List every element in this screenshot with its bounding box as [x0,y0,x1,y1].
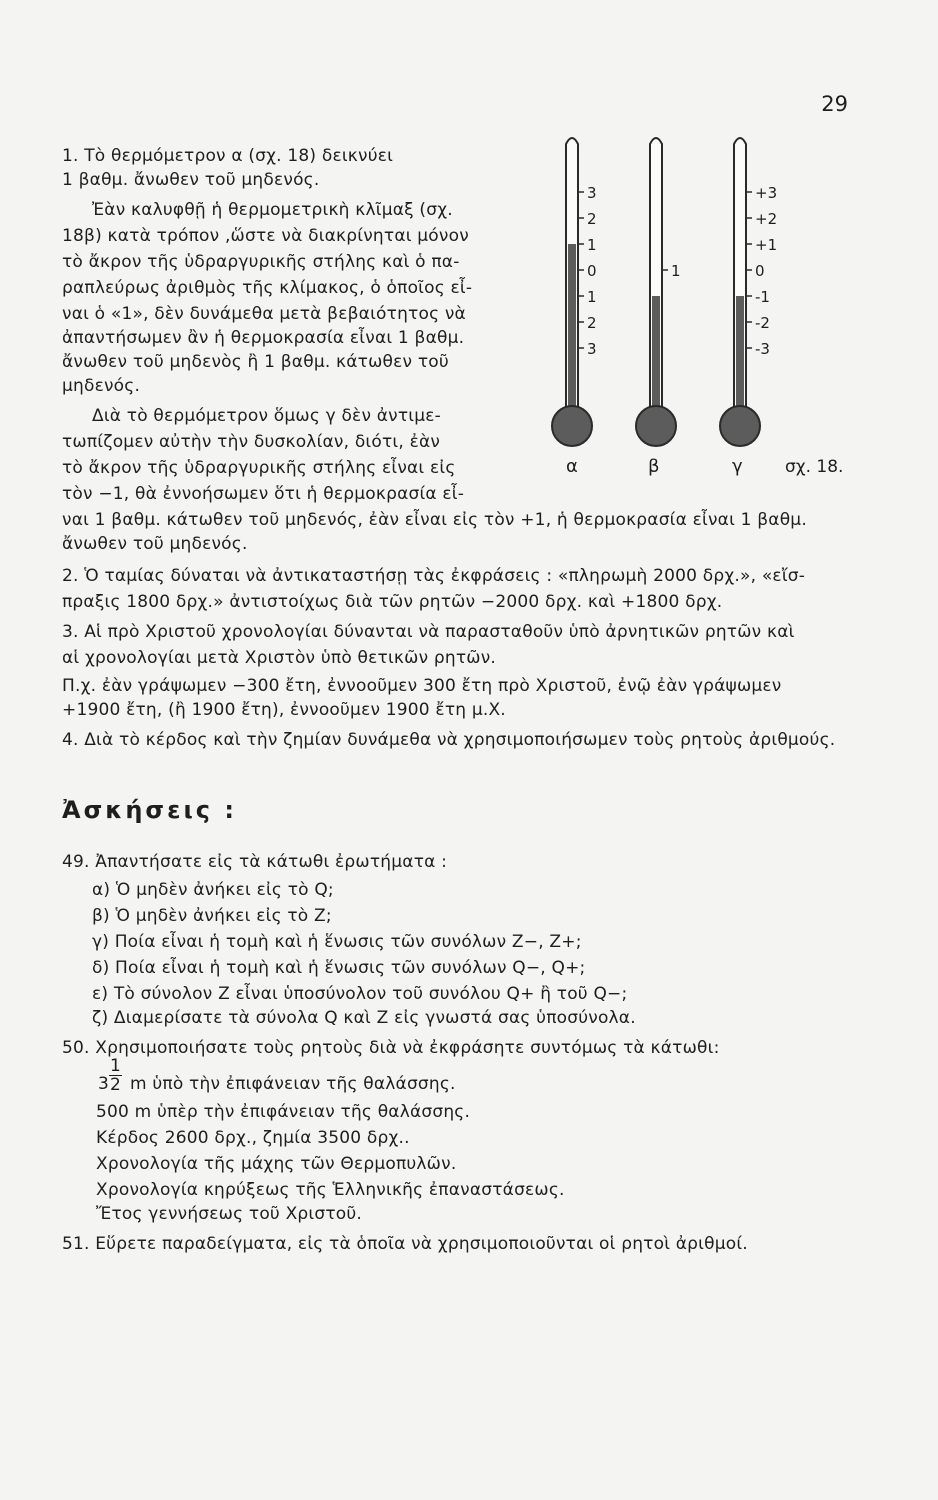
scale-label: +2 [755,210,778,228]
mercury-column [736,296,744,416]
exercise-50-item: 500 m ὑπὲρ τὴν ἐπιφάνειαν τῆς θαλάσσης. [96,1102,471,1122]
label-gamma: γ [732,456,743,477]
scale-label: +1 [755,236,778,254]
thermometer-bulb [552,406,592,446]
p1-line: ναι 1 βαθμ. κάτωθεν τοῦ μηδενός, ἐὰν εἶναι εἰς τὸν +1, ἡ θερμοκρασία εἶναι 1 βαθμ. [62,510,807,530]
p1-line: 1 βαθμ. ἄνωθεν τοῦ μηδενός. [62,170,320,190]
exercise-49-item: δ) Ποία εἶναι ἡ τομὴ καὶ ἡ ἕνωσις τῶν συνόλων Q−, Q+; [92,958,586,978]
scale-label: 1 [587,236,597,254]
thermometer-gamma [720,138,777,446]
exercise-49-item: ε) Τὸ σύνολον Z εἶναι ὑποσύνολον τοῦ συνόλου Q+ ἢ τοῦ Q−; [92,984,628,1004]
thermometer-bulb [720,406,760,446]
p1-line: τὸ ἄκρον τῆς ὑδραργυρικῆς στήλης εἶναι εἰς [62,458,456,478]
p1-line: τὸ ἄκρον τῆς ὑδραργυρικῆς στήλης καὶ ὁ πα- [62,252,460,272]
exercise-50-item: Κέρδος 2600 δρχ., ζημία 3500 δρχ.. [96,1128,410,1148]
scale-label: +3 [755,184,778,202]
p3-line: 3. Αἱ πρὸ Χριστοῦ χρονολογίαι δύνανται νὰ παρασταθοῦν ὑπὸ ἀρνητικῶν ρητῶν καὶ [62,622,795,642]
exercise-50: 50. Χρησιμοποιήσατε τοὺς ρητοὺς διὰ νὰ ἐκφράσητε συντόμως τὰ κάτωθι: [62,1038,720,1058]
exercise-50-item: Χρονολογία τῆς μάχης τῶν Θερμοπυλῶν. [96,1154,457,1174]
figure-caption: σχ. 18. [785,457,844,477]
scale-label: 3 [587,184,597,202]
exercise-49-item: γ) Ποία εἶναι ἡ τομὴ καὶ ἡ ἕνωσις τῶν συνόλων Z−, Z+; [92,932,582,952]
p1-line: ναι ὁ «1», δὲν δυνάμεθα μετὰ βεβαιότητος νὰ [62,304,466,324]
exercise-49-item: β) Ὁ μηδὲν ἀνήκει εἰς τὸ Z; [92,906,332,926]
thermometer-beta [636,138,681,446]
scale-label: 2 [587,314,597,332]
p1-line: ραπλεύρως ἀριθμὸς τῆς κλίμακος, ὁ ὁποῖος εἶ- [62,278,473,298]
thermometers-figure [540,120,870,480]
p1-line: μηδενός. [62,376,141,396]
fraction [109,1057,122,1094]
exercise-49-item: ζ) Διαμερίσατε τὰ σύνολα Q καὶ Z εἰς γνωστά σας ὑποσύνολα. [92,1008,636,1028]
thermometer-bulb [636,406,676,446]
scale-label: 3 [587,340,597,358]
p1-line: ἀπαντήσωμεν ἂν ἡ θερμοκρασία εἶναι 1 βαθμ. [62,328,465,348]
scale-label: -1 [755,288,770,306]
p1-line: τωπίζομεν αὐτὴν τὴν δυσκολίαν, διότι, ἐὰν [62,432,441,452]
p3-line: Π.χ. ἐὰν γράψωμεν −300 ἔτη, ἐννοοῦμεν 300 ἔτη πρὸ Χριστοῦ, ἐνῷ ἐὰν γράψωμεν [62,676,782,696]
p1-line: Ἐὰν καλυφθῇ ἡ θερμομετρικὴ κλῖμαξ (σχ. [92,200,453,220]
scale-label: -3 [755,340,770,358]
scale-label: 1 [587,288,597,306]
scale-label: 0 [587,262,597,280]
scale-label: 1 [671,262,681,280]
p1-line: ἄνωθεν τοῦ μηδενός. [62,534,248,554]
p1-line: ἄνωθεν τοῦ μηδενὸς ἢ 1 βαθμ. κάτωθεν τοῦ [62,352,449,372]
p4-line: 4. Διὰ τὸ κέρδος καὶ τὴν ζημίαν δυνάμεθα νὰ χρησιμοποιήσωμεν τοὺς ρητοὺς ἀριθμούς. [62,730,836,750]
label-beta: β [648,456,660,477]
mixed-number-whole: 3 [98,1074,110,1094]
scale-label: 2 [587,210,597,228]
exercise-50-item: m ὑπὸ τὴν ἐπιφάνειαν τῆς θαλάσσης. [130,1074,456,1094]
exercise-50-item: Ἔτος γεννήσεως τοῦ Χριστοῦ. [96,1204,363,1224]
exercise-51: 51. Εὕρετε παραδείγματα, εἰς τὰ ὁποῖα νὰ χρησιμοποιοῦνται οἱ ρητοὶ ἀριθμοί. [62,1234,748,1254]
scale-label: 0 [755,262,765,280]
p1-line: τὸν −1, θὰ ἐννοήσωμεν ὅτι ἡ θερμοκρασία εἶ- [62,484,465,504]
thermometer-alpha [552,138,597,446]
p2-line: 2. Ὁ ταμίας δύναται νὰ ἀντικαταστήσῃ τὰς ἐκφράσεις : «πληρωμὴ 2000 δρχ.», «εἴσ- [62,566,806,586]
p3-line: αἱ χρονολογίαι μετὰ Χριστὸν ὑπὸ θετικῶν ρητῶν. [62,648,497,668]
p2-line: πραξις 1800 δρχ.» ἀντιστοίχως διὰ τῶν ρητῶν −2000 δρχ. καὶ +1800 δρχ. [62,592,723,612]
fraction-denominator: 2 [110,1075,121,1095]
page-number: 29 [821,92,848,116]
label-alpha: α [566,456,578,477]
p1-line: 18β) κατὰ τρόπον ,ὥστε νὰ διακρίνηται μόνον [62,226,469,246]
p1-line: Διὰ τὸ θερμόμετρον ὅμως γ δὲν ἀντιμε- [92,406,441,426]
scale-label: -2 [755,314,770,332]
fraction-numerator: 1 [110,1056,121,1076]
exercises-heading: Ἀσκήσεις : [62,796,237,824]
mercury-column [652,296,660,416]
mercury-column [568,244,576,416]
exercise-50-item: Χρονολογία κηρύξεως τῆς Ἑλληνικῆς ἐπαναστάσεως. [96,1180,565,1200]
exercise-49: 49. Ἀπαντήσατε εἰς τὰ κάτωθι ἐρωτήματα : [62,852,448,872]
exercise-49-item: α) Ὁ μηδὲν ἀνήκει εἰς τὸ Q; [92,880,334,900]
p3-line: +1900 ἔτη, (ἢ 1900 ἔτη), ἐννοοῦμεν 1900 ἔτη μ.Χ. [62,700,506,720]
p1-line: 1. Τὸ θερμόμετρον α (σχ. 18) δεικνύει [62,146,394,166]
